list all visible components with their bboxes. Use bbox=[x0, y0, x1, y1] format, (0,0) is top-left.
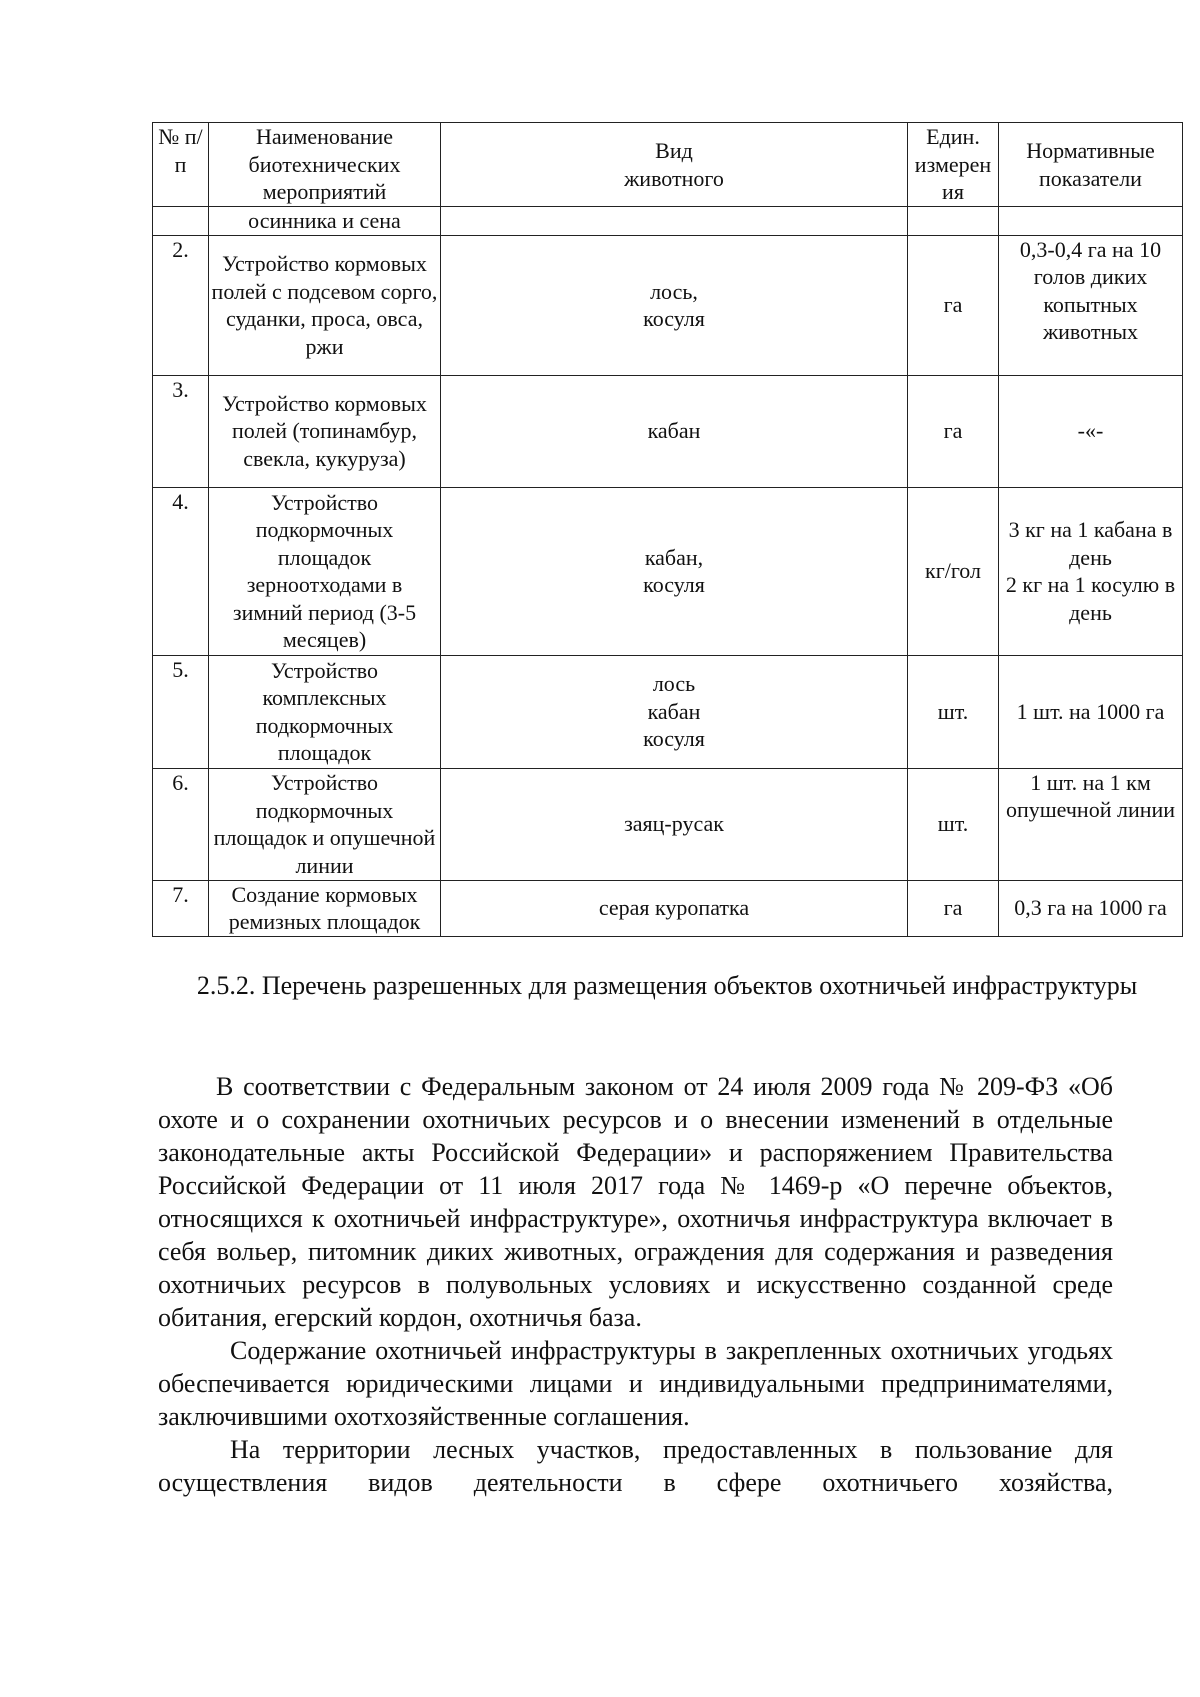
cell-norm: 1 шт. на 1000 га bbox=[999, 655, 1183, 768]
cell-num bbox=[153, 207, 209, 236]
cell-norm: 3 кг на 1 кабана в день 2 кг на 1 косулю в день bbox=[999, 487, 1183, 655]
cell-num: 3. bbox=[153, 375, 209, 487]
header-norm: Нормативные показатели bbox=[999, 123, 1183, 207]
cell-unit: га bbox=[908, 880, 999, 936]
cell-num: 4. bbox=[153, 487, 209, 655]
cell-name: осинника и сена bbox=[209, 207, 441, 236]
cell-unit bbox=[908, 207, 999, 236]
header-name: Наименование биотехнических мероприятий bbox=[209, 123, 441, 207]
body-text bbox=[158, 1070, 1113, 1499]
cell-name: Устройство подкормочных площадок зерноотходами в зимний период (3-5 месяцев) bbox=[209, 487, 441, 655]
header-animal: Вид животного bbox=[441, 123, 908, 207]
cell-norm: 0,3-0,4 га на 10 голов диких копытных животных bbox=[999, 235, 1183, 375]
cell-animal: серая куропатка bbox=[441, 880, 908, 936]
cell-unit: га bbox=[908, 375, 999, 487]
cell-animal: лось, косуля bbox=[441, 235, 908, 375]
table-row bbox=[153, 487, 1183, 655]
cell-norm bbox=[999, 207, 1183, 236]
cell-num: 7. bbox=[153, 880, 209, 936]
cell-unit: га bbox=[908, 235, 999, 375]
cell-num: 2. bbox=[153, 235, 209, 375]
paragraph: На территории лесных участков, предоставленных в пользование для осуществления видов деятельности в сфере охотничьего хозяйства, bbox=[158, 1435, 1113, 1497]
cell-name: Устройство комплексных подкормочных площадок bbox=[209, 655, 441, 768]
cell-name: Устройство кормовых полей (топинамбур, свекла, кукуруза) bbox=[209, 375, 441, 487]
cell-norm: 1 шт. на 1 км опушечной линии bbox=[999, 768, 1183, 880]
cell-animal: лось кабан косуля bbox=[441, 655, 908, 768]
table-row-continuation bbox=[153, 207, 1183, 236]
biotechnical-measures-table bbox=[152, 122, 1183, 937]
cell-norm: -«- bbox=[999, 375, 1183, 487]
cell-animal: кабан, косуля bbox=[441, 487, 908, 655]
cell-name: Устройство кормовых полей с подсевом сорго, суданки, проса, овса, ржи bbox=[209, 235, 441, 375]
cell-animal: кабан bbox=[441, 375, 908, 487]
table-row bbox=[153, 880, 1183, 936]
paragraph: Содержание охотничьей инфраструктуры в закрепленных охотничьих угодьях обеспечивается юридическими лицами и индивидуальными предпринимателями, заключившими охотхозяйственные соглашения. bbox=[158, 1336, 1113, 1431]
table-row bbox=[153, 375, 1183, 487]
header-unit: Един. измерен ия bbox=[908, 123, 999, 207]
cell-animal: заяц-русак bbox=[441, 768, 908, 880]
cell-unit: шт. bbox=[908, 768, 999, 880]
table-row bbox=[153, 655, 1183, 768]
table-header-row bbox=[153, 123, 1183, 207]
cell-unit: кг/гол bbox=[908, 487, 999, 655]
header-num: № п/п bbox=[153, 123, 209, 207]
cell-num: 6. bbox=[153, 768, 209, 880]
section-heading: 2.5.2. Перечень разрешенных для размещения объектов охотничьей инфраструктуры bbox=[196, 971, 1138, 1000]
cell-num: 5. bbox=[153, 655, 209, 768]
table-row bbox=[153, 768, 1183, 880]
table-row bbox=[153, 235, 1183, 375]
paragraph: В соответствии с Федеральным законом от 24 июля 2009 года № 209-ФЗ «Об охоте и о сохранении охотничьих ресурсов и о внесении изменений в отдельные законодательные акты Российской Федерации» и распоряжением Правительства Российской Федерации от 11 июля 2017 года № 1469-р «О перечне объектов, относящихся к охотничьей инфраструктуре», охотничья инфраструктура включает в себя вольер, питомник диких животных, ограждения для содержания и разведения охотничьих ресурсов в полувольных условиях и искусственно созданной среде обитания, егерский кордон, охотничья база. bbox=[158, 1072, 1113, 1332]
cell-name: Создание кормовых ремизных площадок bbox=[209, 880, 441, 936]
cell-unit: шт. bbox=[908, 655, 999, 768]
cell-norm: 0,3 га на 1000 га bbox=[999, 880, 1183, 936]
cell-name: Устройство подкормочных площадок и опушечной линии bbox=[209, 768, 441, 880]
cell-animal bbox=[441, 207, 908, 236]
